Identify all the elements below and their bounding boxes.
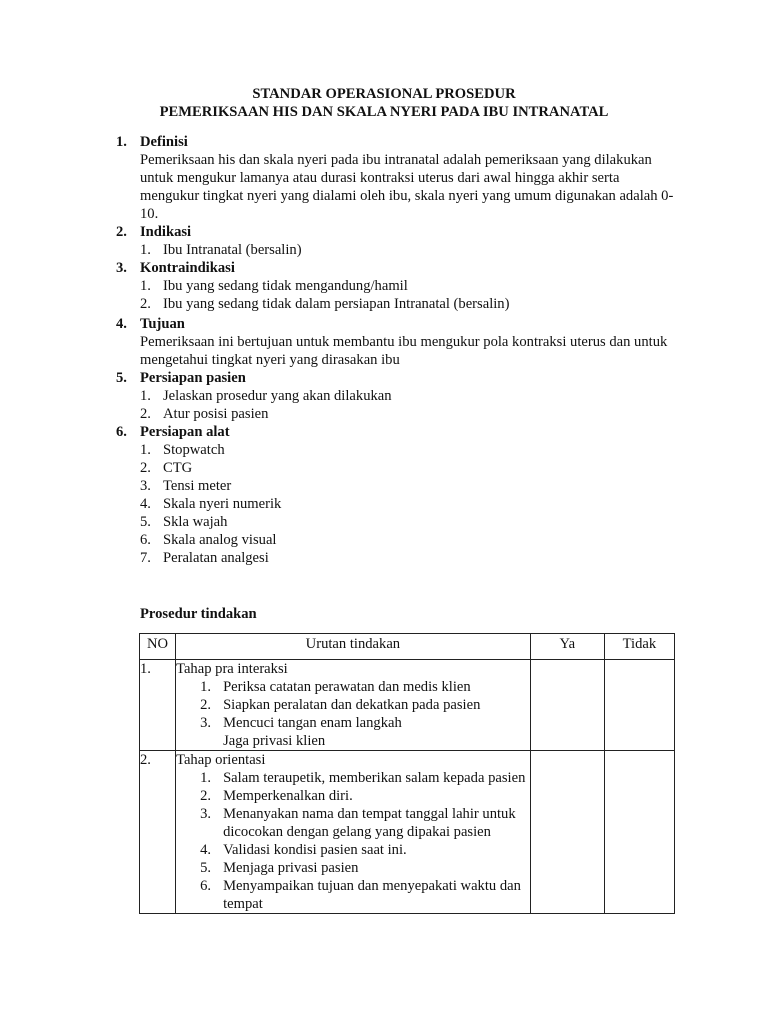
header-tidak: Tidak (604, 634, 674, 660)
ya-checkbox-cell[interactable] (530, 751, 604, 914)
stage-label: Tahap orientasi (176, 752, 266, 768)
procedure-table (139, 633, 675, 914)
section-number: 4. (116, 316, 127, 332)
header-ya: Ya (530, 634, 604, 660)
section-indikasi (116, 223, 676, 259)
tidak-checkbox-cell[interactable] (604, 660, 674, 751)
list-item: 1. Ibu yang sedang tidak mengandung/hamil (140, 278, 408, 294)
procedure-title: Prosedur tindakan (140, 606, 257, 622)
row-steps (176, 751, 531, 914)
section-persiapan-alat (116, 423, 676, 567)
table-row (140, 751, 675, 914)
section-heading: Tujuan (140, 316, 185, 332)
section-heading: Definisi (140, 134, 188, 150)
section-persiapan-pasien (116, 369, 676, 423)
table-header-row (140, 634, 675, 660)
section-number: 3. (116, 260, 127, 276)
row-steps (176, 660, 531, 751)
tidak-checkbox-cell[interactable] (604, 751, 674, 914)
step-item: 3. Mencuci tangan enam langkah (200, 715, 402, 731)
section-paragraph: Pemeriksaan his dan skala nyeri pada ibu intranatal adalah pemeriksaan yang dilakukan untuk mengukur lamanya atau durasi kontraksi uterus dari awal hingga akhir serta mengukur tingkat nyeri yang dialami oleh ibu, skala nyeri yang umum digunakan adalah 0-10. (140, 152, 674, 222)
step-item: 2. Memperkenalkan diri. (200, 788, 353, 804)
row-number: 2. (140, 751, 176, 914)
section-heading: Persiapan alat (140, 424, 230, 440)
section-heading: Kontraindikasi (140, 260, 235, 276)
step-item: 2. Siapkan peralatan dan dekatkan pada pasien (200, 697, 481, 713)
ya-checkbox-cell[interactable] (530, 660, 604, 751)
step-item: 3. Menanyakan nama dan tempat tanggal lahir untuk dicocokan dengan gelang yang dipakai pasien (200, 806, 516, 840)
section-number: 1. (116, 134, 127, 150)
row-number: 1. (140, 660, 176, 751)
step-item: 4. Validasi kondisi pasien saat ini. (200, 842, 407, 858)
step-continuation: Jaga privasi klien (223, 733, 326, 749)
document-title: STANDAR OPERASIONAL PROSEDUR (252, 86, 516, 102)
list-item: 3. Tensi meter (140, 478, 232, 494)
list-item: 1. Ibu Intranatal (bersalin) (140, 242, 302, 258)
step-item: 6. Menyampaikan tujuan dan menyepakati waktu dan tempat (200, 878, 521, 912)
section-kontraindikasi (116, 259, 676, 313)
list-item: 5. Skla wajah (140, 514, 228, 530)
section-tujuan (116, 315, 676, 369)
header-step: Urutan tindakan (176, 634, 531, 660)
step-item: 1. Periksa catatan perawatan dan medis klien (200, 679, 471, 695)
list-item: 7. Peralatan analgesi (140, 550, 269, 566)
step-item: 5. Menjaga privasi pasien (200, 860, 359, 876)
section-paragraph: Pemeriksaan ini bertujuan untuk membantu ibu mengukur pola kontraksi uterus dan untuk mengetahui tingkat nyeri yang dirasakan ibu (140, 334, 668, 368)
list-item: 2. Ibu yang sedang tidak dalam persiapan Intranatal (bersalin) (140, 296, 510, 312)
list-item: 6. Skala analog visual (140, 532, 277, 548)
section-heading: Indikasi (140, 224, 192, 240)
table-row (140, 660, 675, 751)
header-no: NO (140, 634, 176, 660)
section-definisi (116, 133, 676, 223)
list-item: 1. Jelaskan prosedur yang akan dilakukan (140, 388, 392, 404)
section-number: 5. (116, 370, 127, 386)
list-item: 2. Atur posisi pasien (140, 406, 269, 422)
document-subtitle: PEMERIKSAAN HIS DAN SKALA NYERI PADA IBU INTRANATAL (159, 104, 609, 120)
list-item: 2. CTG (140, 460, 193, 476)
section-number: 2. (116, 224, 127, 240)
section-heading: Persiapan pasien (140, 370, 246, 386)
stage-label: Tahap pra interaksi (176, 661, 288, 677)
section-number: 6. (116, 424, 127, 440)
list-item: 4. Skala nyeri numerik (140, 496, 282, 512)
step-item: 1. Salam teraupetik, memberikan salam kepada pasien (200, 770, 526, 786)
list-item: 1. Stopwatch (140, 442, 225, 458)
